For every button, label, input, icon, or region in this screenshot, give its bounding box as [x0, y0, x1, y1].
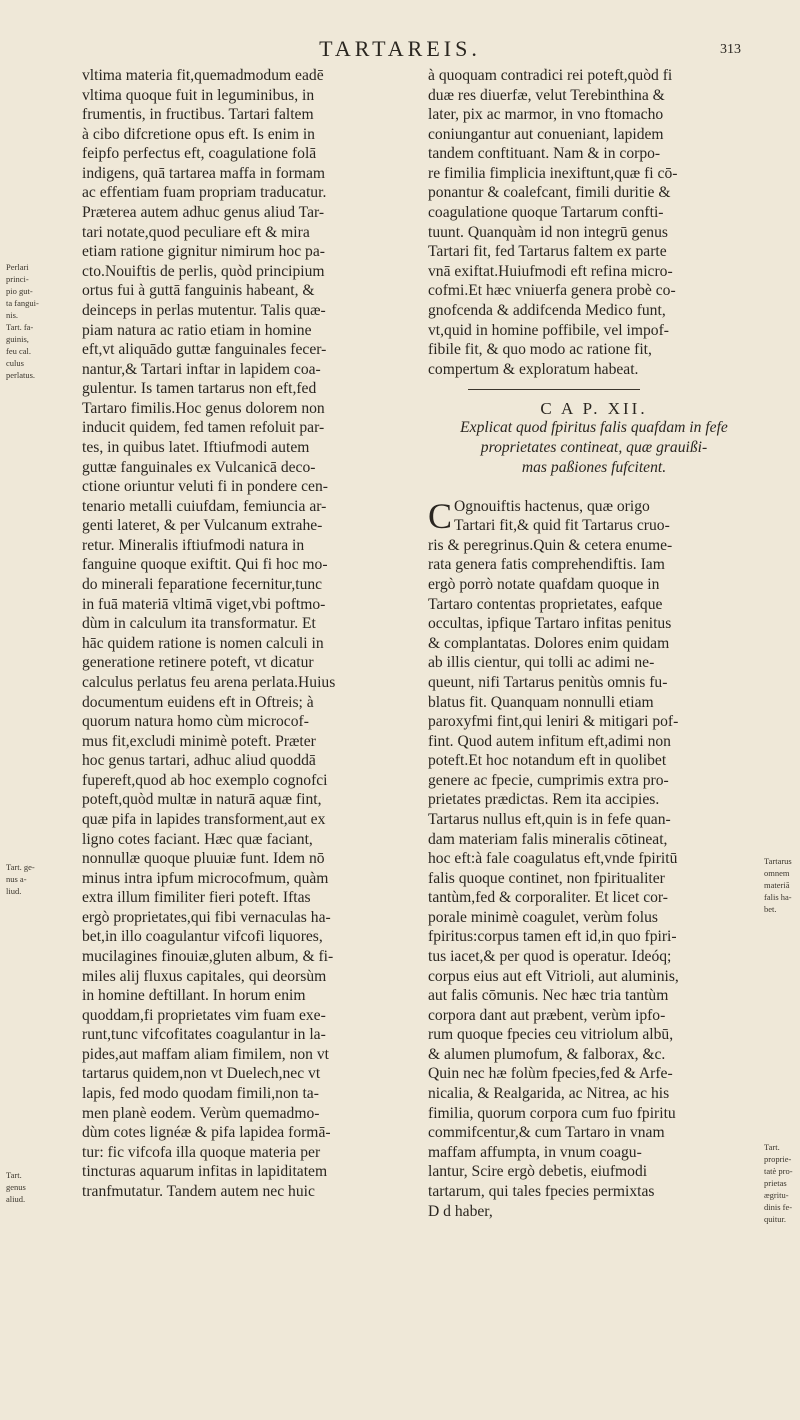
text-line: feipfo perfectus eft, coagulatione folā	[82, 145, 317, 163]
margin-note-line: Tart. ge-	[6, 862, 35, 872]
margin-note-line: quitur.	[764, 1214, 786, 1224]
text-line: maffam affumpta, in vnum coagu-	[428, 1143, 642, 1161]
text-line: piam natura ac ratio etiam in homine	[82, 321, 312, 339]
margin-note-line: feu cal.	[6, 346, 32, 356]
margin-note-line: perlatus.	[6, 370, 36, 380]
text-line: dùm in calculum ita transformatur. Et	[82, 615, 316, 633]
margin-note-left	[6, 1170, 76, 1206]
text-line: fupereft,quod ab hoc exemplo cognofci	[82, 771, 328, 789]
drop-cap-initial: C	[428, 495, 453, 536]
margin-note-line: princi-	[6, 274, 29, 284]
text-line: tartarum, qui tales fpecies permixtas	[428, 1182, 655, 1200]
text-line: duæ res diuerfæ, velut Terebinthina &	[428, 86, 665, 104]
chapter-caption-line: Explicat quod fpiritus falis quafdam in fefe	[460, 419, 728, 437]
margin-note-line: aliud.	[6, 1194, 26, 1204]
text-line: retur. Mineralis iftiufmodi natura in	[82, 536, 305, 554]
margin-note-line: omnem	[764, 868, 790, 878]
text-line: fibile fit, & quo modo ac ratione fit,	[428, 341, 652, 359]
text-line: à cibo difcretione opus eft. Is enim in	[82, 125, 315, 143]
text-line: indigens, quā tartarea maffa in formam	[82, 164, 326, 182]
text-line: vltima quoque fuit in leguminibus, in	[82, 86, 315, 104]
text-line: mus fit,excludi minimè poteft. Præter	[82, 732, 316, 750]
text-line: Quin nec hæ folùm fpecies,fed & Arfe-	[428, 1065, 673, 1083]
margin-note-right	[764, 1142, 800, 1226]
text-line: tincturas aquarum infitas in lapiditatem	[82, 1163, 328, 1181]
right-column	[428, 66, 760, 1221]
text-line: commifcentur,& cum Tartaro in vnam	[428, 1124, 665, 1142]
margin-note-left	[6, 862, 76, 898]
text-line: ergò porrò notate quafdam quoque in	[428, 576, 660, 594]
text-line: cofmi.Et hæc vniuerfa genera probè co-	[428, 282, 676, 300]
text-line: occultas, ipfique Tartaro infitas penitus	[428, 615, 672, 633]
text-line: mucilagines finouiæ,gluten album, & fi-	[82, 948, 334, 966]
text-line: tenario metalli cuiufdam, femiuncia ar-	[82, 497, 327, 515]
text-line: fanguine quoque exiftit. Qui fi hoc mo-	[82, 556, 328, 574]
text-line: extra illum fimiliter fieri poteft. Iftas	[82, 889, 311, 907]
left-column	[82, 66, 420, 1202]
text-line: rata genera fatis comprehendiftis. Iam	[428, 556, 665, 574]
text-line: cto.Nouiftis de perlis, quòd principium	[82, 262, 325, 280]
margin-note-right	[764, 856, 800, 916]
margin-note-left	[6, 322, 76, 382]
chapter-caption-line: proprietates contineat, quæ grauißi-	[480, 438, 708, 456]
text-line: coagulatione quoque Tartarum confti-	[428, 204, 664, 222]
text-line: fpiritus:corpus tamen eft id,in quo fpiri-	[428, 928, 677, 946]
text-line: in fuā materiā vltimā viget,vbi poftmo-	[82, 595, 326, 613]
text-line: in homine deftillant. In horum enim	[82, 987, 306, 1005]
margin-note-line: pio gut-	[6, 286, 33, 296]
text-line: etiam ratione gignitur nimirum hoc pa-	[82, 243, 325, 261]
text-line: eft,vt aliquādo guttæ fanguinales fecer-	[82, 341, 327, 359]
text-line: pides,aut maffam aliam fimilem, non vt	[82, 1045, 329, 1063]
spacer	[428, 477, 760, 497]
text-line: Tartarus nullus eft,quin is in fefe quan-	[428, 810, 671, 828]
text-line: frumentis, in fructibus. Tartari faltem	[82, 106, 314, 124]
margin-note-line: Tartarus	[764, 856, 792, 866]
margin-note-line: Tart. fa-	[6, 322, 34, 332]
margin-note-line: dinis fe-	[764, 1202, 793, 1212]
text-line: hoc genus tartari, adhuc aliud quoddā	[82, 752, 316, 770]
text-line: ligno cotes faciant. Hæc quæ faciant,	[82, 830, 313, 848]
text-line: dùm cotes lignéæ & pifa lapidea formā-	[82, 1124, 331, 1142]
text-line: Tartari fit,& quid fit Tartarus cruo-	[454, 517, 670, 535]
margin-note-line: guinis,	[6, 334, 29, 344]
text-line: tes, in quibus latet. Iftiufmodi autem	[82, 438, 310, 456]
chapter-caption-line: mas paßiones fufcitent.	[521, 458, 667, 476]
margin-note-line: proprie-	[764, 1154, 792, 1164]
margin-note-line: Tart.	[6, 1170, 22, 1180]
text-line: à quoquam contradici rei poteft,quòd fi	[428, 67, 673, 84]
text-line: tartarus quidem,non vt Duelech,nec vt	[82, 1065, 321, 1083]
text-line: nantur,& Tartari inftar in lapidem coa-	[82, 360, 321, 378]
margin-note-line: prietas	[764, 1178, 787, 1188]
text-line: re fimilia fimplicia inexiftunt,quæ fi cō-	[428, 164, 678, 182]
text-line: & complantatas. Dolores enim quidam	[428, 634, 670, 652]
text-line: runt,tunc vifcofitates coagulantur in la-	[82, 1026, 326, 1044]
text-line: ac effentiam fuam propriam traducatur.	[82, 184, 327, 202]
text-line: do minerali feparatione fecernitur,tunc	[82, 576, 323, 594]
text-line: tranfmutatur. Tandem autem nec huic	[82, 1182, 315, 1200]
text-line: vltima materia fit,quemadmodum eadē	[82, 67, 324, 84]
text-line: aut falis cōmunis. Nec hæc tria tantùm	[428, 987, 669, 1005]
text-line: guttæ fanguinales ex Vulcanicā deco-	[82, 458, 316, 476]
text-line: gulentur. Is tamen tartarus non eft,fed	[82, 380, 317, 398]
text-line: Ognouiftis hactenus, quæ origo	[454, 497, 650, 515]
text-line: ponantur & coalefcant, fimili duritie &	[428, 184, 671, 202]
text-line: porale minimè coagulet, verùm folus	[428, 908, 658, 926]
text-line: tari notate,quod peculiare eft & mira	[82, 223, 310, 241]
text-line: minus intra ipfum microcofmum, quàm	[82, 869, 329, 887]
text-line: genti lateret, & per Vulcanum extrahe-	[82, 517, 323, 535]
text-line: poteft,quòd multæ in naturā aquæ fint,	[82, 791, 322, 809]
margin-note-line: liud.	[6, 886, 22, 896]
margin-note-line: genus	[6, 1182, 26, 1192]
chapter-opening	[428, 497, 760, 536]
text-line: ab illis cientur, qui tolli ac adimi ne-	[428, 654, 655, 672]
text-line: vt,quid in homine poffibile, vel impof-	[428, 321, 669, 339]
text-line: compertum & exploratum habeat.	[428, 360, 639, 378]
margin-note-line: nus a-	[6, 874, 27, 884]
margin-note-line: falis ha-	[764, 892, 792, 902]
margin-note-line: nis.	[6, 310, 19, 320]
margin-note-line: ægritu-	[764, 1190, 789, 1200]
text-line: later, pix ac marmor, in vno ftomacho	[428, 106, 664, 124]
text-line: & alumen plumofum, & falborax, &c.	[428, 1045, 666, 1063]
text-line: deinceps in perlas mutentur. Talis quæ-	[82, 301, 326, 319]
margin-note-line: ta fangui-	[6, 298, 39, 308]
text-line: generatione retinere poteft, vt dicatur	[82, 654, 314, 672]
text-line: documentum euidens eft in Oftreis; à	[82, 693, 314, 711]
text-line: tur: fic vifcofa illa quoque materia per	[82, 1143, 321, 1161]
margin-note-line: Tart.	[764, 1142, 780, 1152]
text-line: quæ pifa in lapides transforment,aut ex	[82, 810, 326, 828]
text-line: calculus perlatus feu arena perlata.Huius	[82, 673, 336, 691]
text-line: quorum natura homo cùm microcof-	[82, 713, 309, 731]
text-line: Tartaro fimilis.Hoc genus dolorem non	[82, 399, 325, 417]
text-line: Tartari fit, fed Tartarus faltem ex parte	[428, 243, 667, 261]
text-line: nonnullæ quoque pluuiæ funt. Idem nō	[82, 850, 325, 868]
text-line: falis quoque continet, non fpiritualiter	[428, 869, 665, 887]
text-line: genere ac fpecie, cumprimis extra pro-	[428, 771, 669, 789]
margin-note-line: tatè pro-	[764, 1166, 793, 1176]
text-line: corpus eius aut eft Vitrioli, aut aluminis,	[428, 967, 679, 985]
margin-note-left	[6, 262, 76, 322]
text-line: ris & peregrinus.Quin & cetera enume-	[428, 536, 673, 554]
text-line: Tartaro contentas proprietates, eafque	[428, 595, 663, 613]
section-rule	[428, 379, 760, 399]
text-line: bet,in illo coagulantur vifcofi liquores,	[82, 928, 323, 946]
text-line: quoddam,fi proprietates vim fuam exe-	[82, 1006, 326, 1024]
text-line: ergò proprietates,qui fibi vernaculas ha-	[82, 908, 331, 926]
text-line: hāc quidem ratione is nomen calculi in	[82, 634, 324, 652]
text-line: nicalia, & Realgarida, ac Nitrea, ac his	[428, 1085, 670, 1103]
margin-note-line: Perlari	[6, 262, 29, 272]
text-line: inducit quidem, fed tamen refoluit par-	[82, 419, 325, 437]
text-line: ctione oriuntur veluti fi in pondere cen-	[82, 478, 328, 496]
margin-note-line: bet.	[764, 904, 777, 914]
margin-note-line: culus	[6, 358, 24, 368]
text-line: blatus fit. Quanquam nonnulli etiam	[428, 693, 654, 711]
text-line: queunt, nifi Tartarus penitùs omnis fu-	[428, 673, 668, 691]
text-line: men planè eodem. Verùm quemadmo-	[82, 1104, 320, 1122]
text-line: tuunt. Quanquàm id non integrū genus	[428, 223, 668, 241]
text-line: lantur, Scire ergò debetis, eiufmodi	[428, 1163, 648, 1181]
text-line: poteft.Et hoc notandum eft in quolibet	[428, 752, 667, 770]
text-line: ortus fui à guttā fanguinis habeant, &	[82, 282, 315, 300]
text-line: paroxyfmi fint,qui leniri & mitigari pof-	[428, 713, 679, 731]
text-line: lapis, fed modo quodam fimili,non ta-	[82, 1085, 319, 1103]
text-line: miles alij fluxus capitales, qui deorsùm	[82, 967, 327, 985]
text-line: Præterea autem adhuc genus aliud Tar-	[82, 204, 325, 222]
text-line: rum quoque fpecies ceu vitriolum albū,	[428, 1026, 674, 1044]
running-head: TARTAREIS.	[319, 36, 481, 61]
text-line: hoc eft:à fale coagulatus eft,vnde fpiritū	[428, 850, 678, 868]
text-line: gnofcenda & addifcenda Medico funt,	[428, 301, 666, 319]
text-line: dam materiam falis mineralis cōtineat,	[428, 830, 668, 848]
text-line: corpora dant aut præbent, verùm ipfo-	[428, 1006, 666, 1024]
text-line: vnā exiftat.Huiufmodi eft refina micro-	[428, 262, 673, 280]
catchword-line: D d haber,	[428, 1202, 493, 1220]
page-number: 313	[720, 42, 741, 57]
chapter-title: C A P. XII.	[540, 398, 648, 418]
text-line: coniungantur aut conueniant, lapidem	[428, 125, 664, 143]
text-line: tandem conftituant. Nam & in corpo-	[428, 145, 661, 163]
text-line: tus iacet,& per quod is operatur. Ideóq;	[428, 948, 672, 966]
text-line: tantùm,fed & corporaliter. Et licet cor-	[428, 889, 668, 907]
text-line: prietates prædictas. Rem ita accipies.	[428, 791, 660, 809]
text-line: fimilia, quorum corpora cum fuo fpiritu	[428, 1104, 676, 1122]
margin-note-line: materiā	[764, 880, 790, 890]
text-line: fint. Quod autem infitum eft,adimi non	[428, 732, 671, 750]
